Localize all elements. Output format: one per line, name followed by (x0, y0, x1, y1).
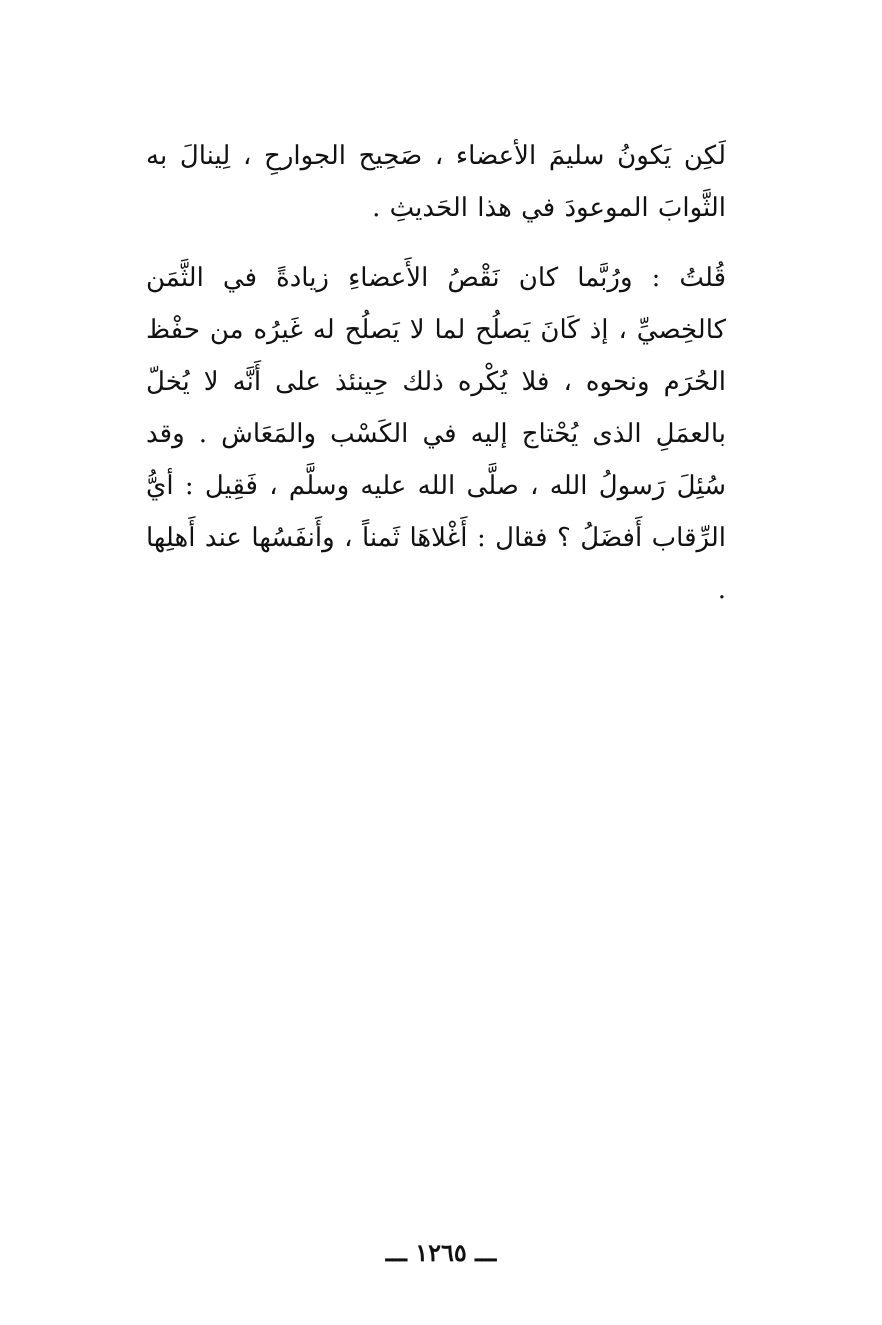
page-number: ـــ ١٢٦٥ ـــ (385, 1238, 497, 1267)
paragraph-1: لَكِن يَكونُ سليمَ الأعضاء ، صَحِيح الجوارحِ ، لِينالَ به الثَّوابَ الموعودَ في هذا الحَديثِ . (146, 141, 726, 223)
paragraph-2: قُلتُ : ورُبَّما كان نَقْصُ الأَعضاءِ زيادةً في الثَّمَن كالخِصيِّ ، إذ كَانَ يَصلُح لما لا يَصلُح له غَيرُه من حفْظ الحُرَم ونحوه ، فلا يُكْره ذلك حِينئذ على أَنَّه لا يُخلّ بالعمَلِ الذى يُحْتاج إليه في الكَسْب والمَعَاش . وقد سُئِلَ رَسولُ الله ، صلَّى الله عليه وسلَّم ، فَقِيل : أيُّ الرِّقاب أَفضَلُ ؟ فقال : أَغْلاهَا ثَمناً ، وأَنفَسُها عند أَهلِها . (146, 263, 726, 605)
